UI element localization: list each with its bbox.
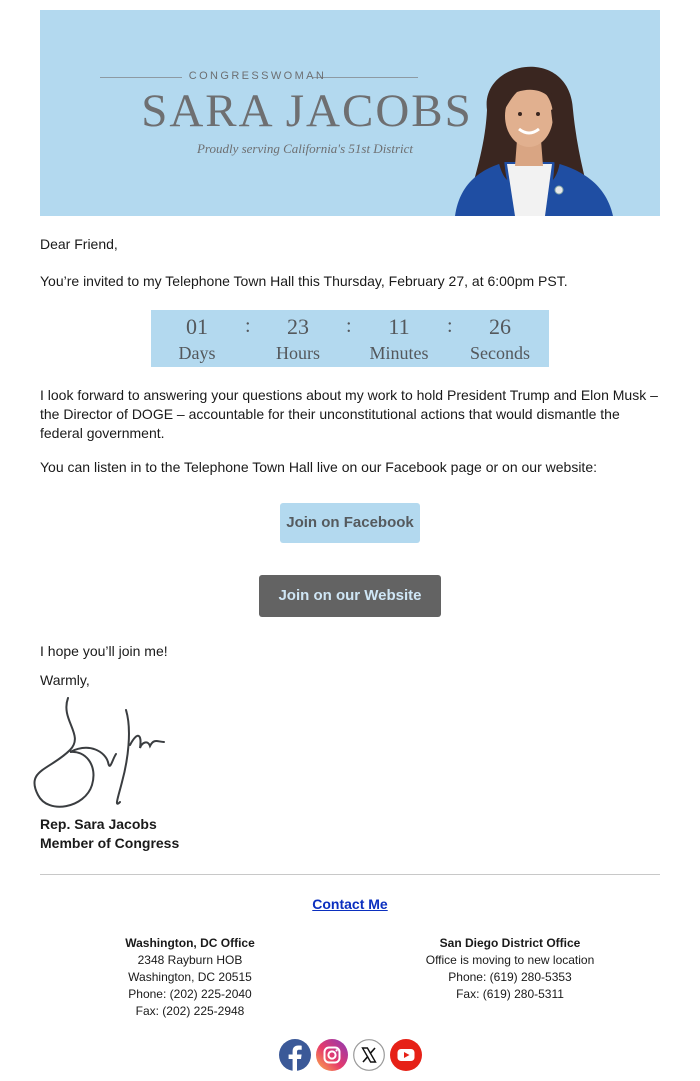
sd-office-line1: Office is moving to new location bbox=[425, 953, 595, 967]
sd-office-phone: Phone: (619) 280-5353 bbox=[448, 970, 572, 984]
header-banner bbox=[40, 10, 660, 216]
countdown-separator: : bbox=[346, 315, 352, 337]
facebook-icon[interactable] bbox=[279, 1039, 311, 1071]
join-website-button[interactable]: Join on our Website bbox=[259, 575, 441, 617]
invite-text: You’re invited to my Telephone Town Hall this Thursday, February 27, at 6:00pm PST. bbox=[40, 273, 568, 289]
banner-tagline: Proudly serving California's 51st District bbox=[196, 141, 414, 156]
dc-office-heading: Washington, DC Office bbox=[125, 936, 255, 950]
footer-divider bbox=[40, 874, 660, 875]
body-paragraph: I look forward to answering your questions about my work to hold President Trump and Elon Musk – the Director of DOGE – accountable for their unconstitutional actions that would dismantle the federal government. bbox=[40, 387, 658, 441]
countdown-hours: 23 bbox=[287, 314, 309, 339]
countdown-separator: : bbox=[447, 315, 453, 337]
countdown-days: 01 bbox=[186, 314, 208, 339]
banner-name: SARA JACOBS bbox=[141, 85, 473, 137]
dc-office-phone: Phone: (202) 225-2040 bbox=[128, 987, 252, 1001]
countdown-separator: : bbox=[245, 315, 251, 337]
youtube-icon[interactable] bbox=[390, 1039, 422, 1071]
signature-name: Rep. Sara Jacobs bbox=[40, 816, 157, 832]
contact-me-link[interactable]: Contact Me bbox=[312, 896, 388, 912]
sd-office-block bbox=[400, 935, 620, 1003]
portrait-photo bbox=[435, 40, 620, 216]
x-icon[interactable] bbox=[353, 1039, 385, 1071]
countdown-minutes-label: Minutes bbox=[369, 343, 429, 363]
join-facebook-button[interactable]: Join on Facebook bbox=[280, 503, 420, 543]
closing-warmly: Warmly, bbox=[40, 672, 90, 688]
dc-office-line2: Washington, DC 20515 bbox=[128, 970, 252, 984]
countdown-seconds: 26 bbox=[489, 314, 511, 339]
dc-office-line1: 2348 Rayburn HOB bbox=[137, 953, 243, 967]
countdown-seconds-label: Seconds bbox=[470, 343, 530, 363]
listen-paragraph: You can listen in to the Telephone Town Hall live on our Facebook page or on our website: bbox=[40, 459, 597, 475]
sd-office-fax: Fax: (619) 280-5311 bbox=[456, 987, 564, 1001]
dc-office-block bbox=[80, 935, 300, 1020]
instagram-icon[interactable] bbox=[316, 1039, 348, 1071]
sd-office-heading: San Diego District Office bbox=[439, 936, 581, 950]
greeting: Dear Friend, bbox=[40, 236, 118, 252]
countdown-hours-label: Hours bbox=[276, 343, 320, 363]
banner-eyebrow: CONGRESSWOMAN bbox=[188, 70, 327, 82]
closing-hope: I hope you’ll join me! bbox=[40, 643, 168, 659]
dc-office-fax: Fax: (202) 225-2948 bbox=[135, 1004, 245, 1018]
countdown-days-label: Days bbox=[178, 343, 216, 363]
countdown-timer bbox=[151, 310, 549, 367]
countdown-minutes: 11 bbox=[388, 314, 410, 339]
signature-title: Member of Congress bbox=[40, 835, 180, 851]
signature-image bbox=[30, 690, 175, 815]
